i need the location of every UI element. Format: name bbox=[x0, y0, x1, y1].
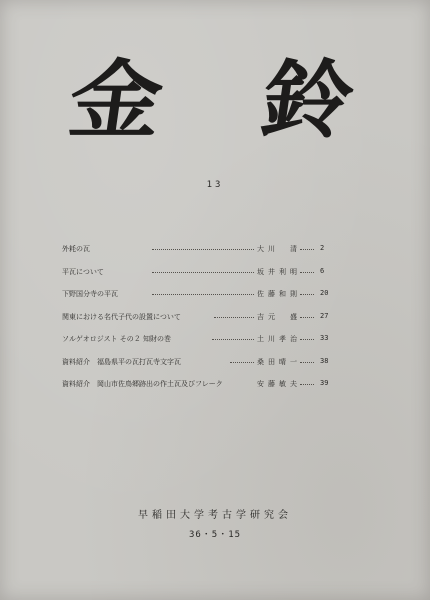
toc-row bbox=[62, 312, 362, 335]
dot-leader bbox=[300, 317, 314, 318]
toc-title: 外耗の瓦 bbox=[62, 245, 90, 253]
toc-row bbox=[62, 379, 362, 402]
toc-page: 39 bbox=[320, 379, 329, 387]
toc-page: 38 bbox=[320, 356, 329, 365]
dot-leader bbox=[212, 339, 254, 340]
toc-page: 27 bbox=[320, 311, 329, 320]
dot-leader bbox=[152, 294, 254, 295]
toc-row bbox=[62, 289, 362, 312]
toc-title: 関東における名代子代の設置について bbox=[62, 312, 181, 321]
toc-title: 資料紹介 岡山市佐鳥郷跡出の作土瓦及びフレーク bbox=[62, 380, 223, 388]
toc-row bbox=[62, 357, 362, 380]
dot-leader bbox=[300, 294, 314, 295]
dot-leader bbox=[230, 362, 254, 363]
dot-leader bbox=[152, 272, 254, 273]
dot-leader bbox=[300, 249, 314, 250]
toc-page: 6 bbox=[320, 266, 325, 275]
publication-date: 36・5・15 bbox=[188, 530, 242, 540]
toc-title: ソルゲオロジスト その２ 知財の巻 bbox=[62, 335, 171, 343]
toc-page: 2 bbox=[320, 244, 325, 252]
toc-author: 桑田晴一 bbox=[257, 357, 301, 366]
toc-author: 吉元 盛 bbox=[257, 312, 301, 321]
dot-leader bbox=[300, 362, 314, 363]
publisher-name: 早稲田大学考古学研究会 bbox=[138, 510, 292, 521]
toc-title: 平瓦について bbox=[62, 267, 104, 276]
toc-author: 坂井利明 bbox=[257, 267, 301, 276]
toc-author: 佐藤和則 bbox=[257, 290, 301, 298]
toc-title: 下野国分寺の平瓦 bbox=[62, 290, 118, 298]
toc-page: 20 bbox=[320, 289, 329, 297]
journal-title-char-2: 鈴 bbox=[255, 50, 361, 150]
dot-leader bbox=[300, 339, 314, 340]
journal-title bbox=[0, 45, 430, 160]
dot-leader bbox=[214, 317, 254, 318]
toc-author: 大川 清 bbox=[257, 245, 301, 253]
toc-row bbox=[62, 244, 362, 267]
toc-title: 資料紹介 福島県平の瓦打瓦寺文字瓦 bbox=[62, 357, 181, 366]
toc-author: 土川孝治 bbox=[257, 335, 301, 343]
toc-row bbox=[62, 334, 362, 357]
table-of-contents bbox=[62, 244, 362, 402]
journal-title-char-1: 金 bbox=[63, 50, 169, 150]
dot-leader bbox=[300, 272, 314, 273]
dot-leader bbox=[300, 384, 314, 385]
toc-row bbox=[62, 267, 362, 290]
toc-page: 33 bbox=[320, 334, 329, 342]
dot-leader bbox=[152, 249, 254, 250]
issue-number: 13 bbox=[206, 180, 224, 190]
toc-author: 安藤敏夫 bbox=[257, 380, 301, 388]
